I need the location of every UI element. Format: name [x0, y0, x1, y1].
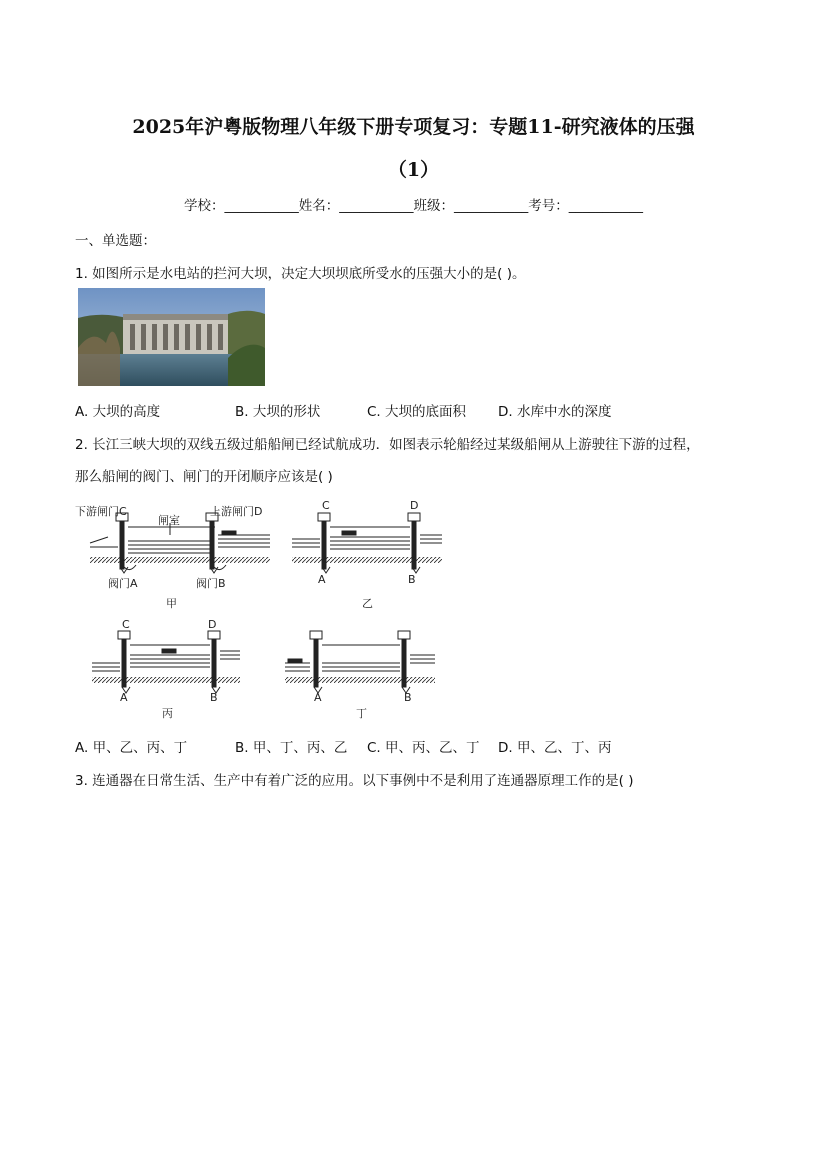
page-title-suffix: （1）	[387, 159, 440, 181]
label-ding-b: B	[404, 691, 412, 704]
caption-jia: 甲	[166, 597, 177, 610]
caption-ding: 丁	[356, 707, 367, 720]
q2-option-b[interactable]: B. 甲、丁、丙、乙	[235, 740, 348, 756]
label-bing-a: A	[120, 691, 128, 704]
q1-option-a[interactable]: A. 大坝的高度	[75, 404, 161, 420]
q2-option-d[interactable]: D. 甲、乙、丁、丙	[498, 740, 612, 756]
caption-bing: 丙	[162, 707, 173, 720]
q2-option-a[interactable]: A. 甲、乙、丙、丁	[75, 740, 188, 756]
label-jia-gate-d: 上游闸门D	[210, 505, 263, 518]
label-jia-valve-b: 阀门B	[196, 577, 226, 590]
question-2-options	[75, 736, 611, 756]
page-title: 2025年沪粤版物理八年级下册专项复习：专题11-研究液体的压强	[132, 116, 695, 138]
label-bing-c: C	[122, 618, 130, 631]
question-2-stem-line2: 那么船闸的阀门、闸门的开闭顺序应该是( )	[75, 469, 333, 485]
caption-yi: 乙	[362, 597, 373, 610]
label-ding-a: A	[314, 691, 322, 704]
question-1-options	[75, 400, 611, 420]
label-jia-gate-c: 下游闸门C	[75, 505, 127, 518]
label-bing-d: D	[208, 618, 217, 631]
q2-option-c[interactable]: C. 甲、丙、乙、丁	[367, 740, 480, 756]
q1-option-c[interactable]: C. 大坝的底面积	[367, 404, 467, 420]
label-yi-b: B	[408, 573, 416, 586]
label-yi-a: A	[318, 573, 326, 586]
student-info-line: 学校：___________姓名：___________班级：___________考号：___________	[184, 198, 643, 214]
section-heading: 一、单选题：	[75, 233, 156, 249]
q1-option-b[interactable]: B. 大坝的形状	[235, 404, 321, 420]
label-jia-valve-a: 阀门A	[108, 577, 138, 590]
q1-option-d[interactable]: D. 水库中水的深度	[498, 404, 612, 420]
label-jia-lock-chamber: 闸室	[158, 514, 180, 527]
label-yi-d: D	[410, 499, 419, 512]
label-yi-c: C	[322, 499, 330, 512]
question-1-stem: 1. 如图所示是水电站的拦河大坝，决定大坝坝底所受水的压强大小的是( )。	[75, 266, 526, 282]
label-bing-b: B	[210, 691, 218, 704]
question-3-stem: 3. 连通器在日常生活、生产中有着广泛的应用。以下事例中不是利用了连通器原理工作的是( )	[75, 773, 634, 789]
ship-lock-diagram	[70, 495, 450, 725]
dam-photo	[78, 288, 265, 386]
question-2-stem-line1: 2. 长江三峡大坝的双线五级过船船闸已经试航成功．如图表示轮船经过某级船闸从上游驶往下游的过程，	[75, 437, 700, 453]
